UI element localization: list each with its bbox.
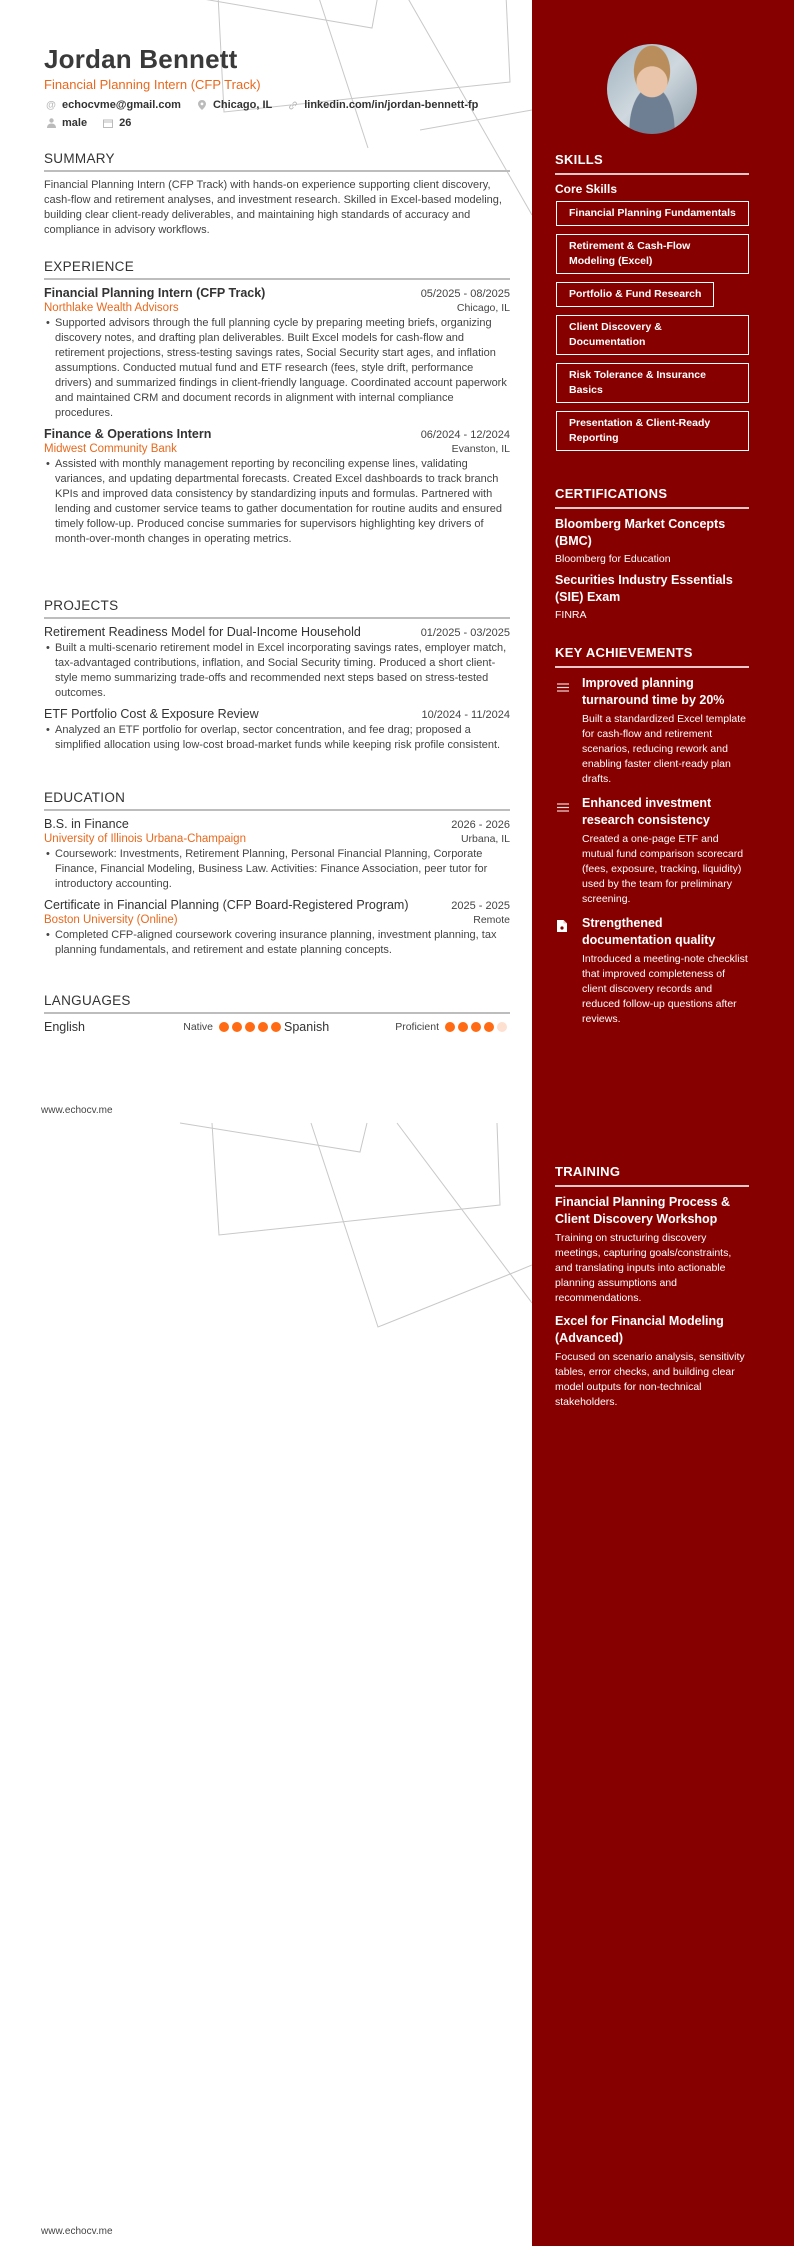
skill-tag: Financial Planning Fundamentals	[556, 201, 749, 226]
section-heading: KEY ACHIEVEMENTS	[555, 645, 749, 668]
footer-link[interactable]: www.echocv.me	[41, 2226, 113, 2237]
section-heading: TRAINING	[555, 1164, 749, 1187]
skills-subheading: Core Skills	[555, 182, 618, 196]
list-lines-icon	[555, 795, 582, 907]
achievement-title: Improved planning turnaround time by 20%	[582, 676, 725, 707]
job-location: Evanston, IL	[451, 443, 510, 455]
languages-section	[44, 993, 510, 1034]
achievement-desc: Built a standardized Excel template for cash-flow and retirement scenarios, reducing rework and enabling faster client-ready plan drafts.	[582, 713, 747, 785]
achievement-item	[555, 915, 749, 1027]
project-entry	[44, 707, 510, 753]
section-heading: SKILLS	[555, 152, 749, 175]
linkedin-value: linkedin.com/in/jordan-bennett-fp	[304, 99, 479, 111]
location-pin-icon	[197, 100, 207, 110]
contact-email[interactable]	[44, 99, 181, 111]
candidate-title: Financial Planning Intern (CFP Track)	[44, 77, 261, 92]
education-bullet: • Completed CFP-aligned coursework covering insurance planning, investment planning, tax planning fundamentals, and retirement and estate planning concepts.	[46, 929, 497, 956]
link-icon	[288, 100, 298, 110]
project-bullet: • Analyzed an ETF portfolio for overlap, sector concentration, and fee drag; proposed a simplified allocation using low-cost broad-market funds while keeping risk profile consistent.	[46, 724, 501, 751]
job-title: Financial Planning Intern (CFP Track)	[44, 286, 266, 300]
training-section	[555, 1164, 749, 1417]
achievements-section	[555, 645, 749, 1035]
contact-location	[195, 99, 272, 111]
section-heading: PROJECTS	[44, 598, 510, 619]
training-title: Excel for Financial Modeling (Advanced)	[555, 1314, 724, 1345]
company-name: Midwest Community Bank	[44, 443, 177, 455]
language-name: English	[44, 1020, 85, 1034]
project-bullet: • Built a multi-scenario retirement model in Excel incorporating savings rates, employer match, tax-advantaged contributions, inflation, and Social Security timing. Produced a short client-style memo summarizing trade-offs and recommended next steps based on stress-tested outcomes.	[46, 642, 507, 699]
personal-age	[101, 117, 131, 129]
rating-dots	[445, 1022, 510, 1032]
candidate-name: Jordan Bennett	[44, 44, 238, 74]
experience-entry	[44, 427, 510, 547]
personal-info-row	[44, 117, 145, 129]
school-name: University of Illinois Urbana-Champaign	[44, 833, 246, 845]
age-value: 26	[119, 117, 132, 129]
job-dates: 06/2024 - 12/2024	[420, 429, 510, 441]
at-icon: @	[46, 99, 56, 111]
education-dates: 2025 - 2025	[451, 900, 510, 912]
education-entry	[44, 817, 510, 892]
achievement-item	[555, 675, 749, 787]
calendar-icon	[103, 118, 113, 128]
email-value: echocvme@gmail.com	[62, 99, 181, 111]
language-level: Proficient	[395, 1021, 439, 1033]
summary-text: Financial Planning Intern (CFP Track) with hands-on experience supporting client discovery, cash-flow and retirement analyses, and investment research. Skilled in Excel-based modeling, building clear client-ready deliverables, and maintaining high standards of accuracy and compliance in advisory workflows.	[44, 179, 502, 236]
language-item	[284, 1020, 510, 1034]
project-title: Retirement Readiness Model for Dual-Income Household	[44, 625, 361, 639]
language-item	[44, 1020, 284, 1034]
education-section	[44, 790, 510, 964]
section-heading: CERTIFICATIONS	[555, 486, 749, 509]
cert-issuer: Bloomberg for Education	[555, 553, 671, 565]
summary-section	[44, 151, 510, 238]
personal-gender	[44, 117, 87, 129]
projects-section	[44, 598, 510, 759]
project-dates: 10/2024 - 11/2024	[421, 709, 510, 721]
achievement-desc: Introduced a meeting-note checklist that improved completeness of client discovery records and reduced follow-up questions after reviews.	[582, 953, 748, 1025]
skill-tag: Portfolio & Fund Research	[556, 282, 714, 307]
company-name: Northlake Wealth Advisors	[44, 302, 179, 314]
experience-entry	[44, 286, 510, 421]
language-name: Spanish	[284, 1020, 330, 1034]
section-heading: EDUCATION	[44, 790, 510, 811]
section-heading: EXPERIENCE	[44, 259, 510, 280]
education-dates: 2026 - 2026	[451, 819, 510, 831]
achievement-item	[555, 795, 749, 907]
footer-link[interactable]: www.echocv.me	[41, 1105, 113, 1116]
list-lines-icon	[555, 675, 582, 787]
job-bullet: • Supported advisors through the full planning cycle by preparing meeting briefs, organizing discovery notes, and drafting plan deliverables. Built Excel models for cash-flow and retirement projections, stress-testing savings rates, Social Security start ages, and inflation assumptions. Conducted mutual fund and ETF research (fees, style drift, performance drivers) and summarized findings in client-friendly language. Coordinated account paperwork and maintained CRM and document records in alignment with internal compliance procedures.	[46, 317, 507, 419]
training-title: Financial Planning Process & Client Discovery Workshop	[555, 1195, 731, 1226]
profile-photo	[607, 44, 697, 134]
training-desc: Focused on scenario analysis, sensitivity tables, error checks, and building clear model outputs for non-technical stakeholders.	[555, 1351, 745, 1408]
project-dates: 01/2025 - 03/2025	[420, 627, 510, 639]
section-heading: SUMMARY	[44, 151, 510, 172]
project-entry	[44, 625, 510, 701]
skill-tag: Presentation & Client-Ready Reporting	[556, 411, 749, 451]
project-title: ETF Portfolio Cost & Exposure Review	[44, 707, 259, 721]
contact-row	[44, 99, 492, 111]
achievement-title: Strengthened documentation quality	[582, 916, 716, 947]
experience-section	[44, 259, 510, 553]
degree-title: Certificate in Financial Planning (CFP Board-Registered Program)	[44, 898, 409, 912]
job-title: Finance & Operations Intern	[44, 427, 212, 441]
skills-section	[555, 152, 749, 459]
section-heading: LANGUAGES	[44, 993, 510, 1014]
location-value: Chicago, IL	[212, 99, 273, 111]
gender-value: male	[62, 117, 88, 129]
contact-linkedin[interactable]	[286, 99, 478, 111]
education-bullet: • Coursework: Investments, Retirement Planning, Personal Financial Planning, Corporate Finance, Financial Modeling, Business Law. Activities: Finance Association, peer tutor for introductory accounting.	[46, 848, 488, 890]
job-dates: 05/2025 - 08/2025	[420, 288, 510, 300]
skill-tag: Retirement & Cash-Flow Modeling (Excel)	[556, 234, 749, 274]
certifications-section	[555, 486, 749, 628]
degree-title: B.S. in Finance	[44, 817, 129, 831]
cert-name: Securities Industry Essentials (SIE) Exam	[555, 573, 733, 604]
person-icon	[46, 118, 56, 128]
job-location: Chicago, IL	[456, 302, 510, 314]
rating-dots	[219, 1022, 284, 1032]
school-location: Remote	[473, 914, 510, 926]
cert-issuer: FINRA	[555, 609, 587, 621]
school-name: Boston University (Online)	[44, 914, 178, 926]
language-level: Native	[183, 1021, 213, 1033]
education-entry	[44, 898, 510, 958]
school-location: Urbana, IL	[460, 833, 510, 845]
achievement-desc: Created a one-page ETF and mutual fund comparison scorecard (fees, exposure, tracking, liquidity) used by the team for preliminary screening.	[582, 833, 744, 905]
training-desc: Training on structuring discovery meetings, capturing goals/constraints, and translating inputs into actionable planning assumptions and recommendations.	[555, 1232, 732, 1304]
achievement-title: Enhanced investment research consistency	[582, 796, 712, 827]
job-bullet: • Assisted with monthly management reporting by reconciling expense lines, validating variances, and updating departmental forecasts. Created Excel dashboards to track branch KPIs and improved data consistency by standardizing inputs and formulas. Partnered with lending and customer service teams to gather documentation for routine audits and ensured timely follow-up. Produced concise summaries for supervisors highlighting key drivers of month-over-month changes in operating metrics.	[46, 458, 502, 545]
skill-tag: Client Discovery & Documentation	[556, 315, 749, 355]
document-icon	[555, 915, 582, 1027]
skill-tag: Risk Tolerance & Insurance Basics	[556, 363, 749, 403]
cert-name: Bloomberg Market Concepts (BMC)	[555, 517, 726, 548]
